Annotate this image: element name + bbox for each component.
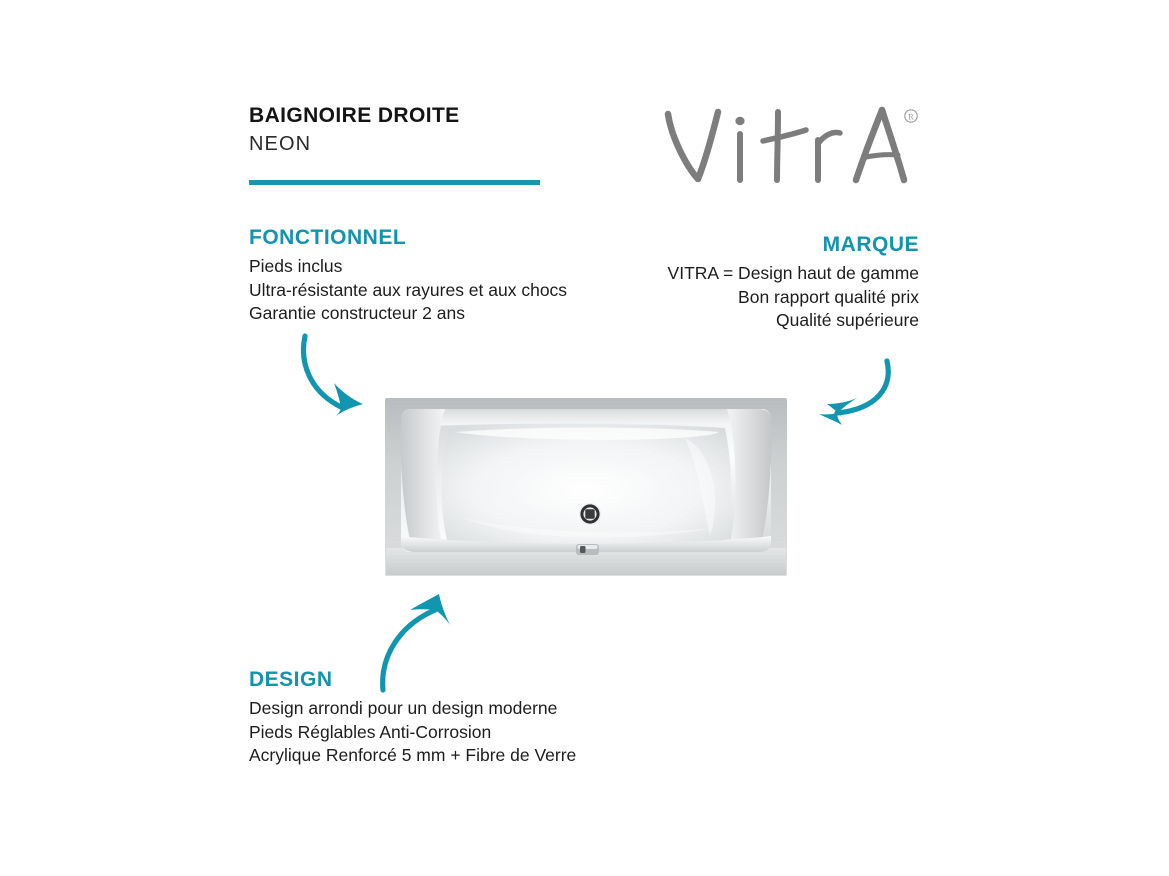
section-design-line-1: Design arrondi pour un design moderne [249, 698, 558, 719]
svg-text:R: R [908, 111, 914, 122]
arrow-up-right-icon [372, 592, 467, 697]
vitra-logo [660, 100, 920, 192]
overflow-fitting-icon [576, 544, 599, 555]
product-model-name: NEON [249, 133, 312, 156]
section-marque-line-1: VITRA = Design haut de gamme [667, 263, 919, 284]
section-design-line-3: Acrylique Renforcé 5 mm + Fibre de Verre [249, 745, 577, 766]
section-fonctionnel-line-1: Pieds inclus [249, 256, 343, 277]
logo-i-dot [735, 117, 744, 125]
section-fonctionnel-line-2: Ultra-résistante aux rayures et aux chocs [249, 279, 568, 300]
section-fonctionnel-line-3: Garantie constructeur 2 ans [249, 303, 465, 324]
section-marque-line-2: Bon rapport qualité prix [738, 286, 919, 307]
section-marque-line-3: Qualité supérieure [776, 310, 919, 331]
section-design-line-2: Pieds Réglables Anti-Corrosion [249, 721, 492, 742]
registered-trademark-icon [905, 110, 917, 122]
drain-icon [579, 503, 601, 525]
title-divider [249, 180, 540, 185]
section-marque-heading: MARQUE [822, 233, 919, 256]
product-image-bathtub [385, 398, 787, 576]
section-fonctionnel-heading: FONCTIONNEL [249, 226, 407, 249]
arrow-down-left-icon [797, 357, 902, 435]
section-marque [499, 233, 919, 333]
page-title: BAIGNOIRE DROITE [249, 104, 460, 127]
product-title-block [249, 103, 649, 159]
section-design-heading: DESIGN [249, 668, 333, 691]
